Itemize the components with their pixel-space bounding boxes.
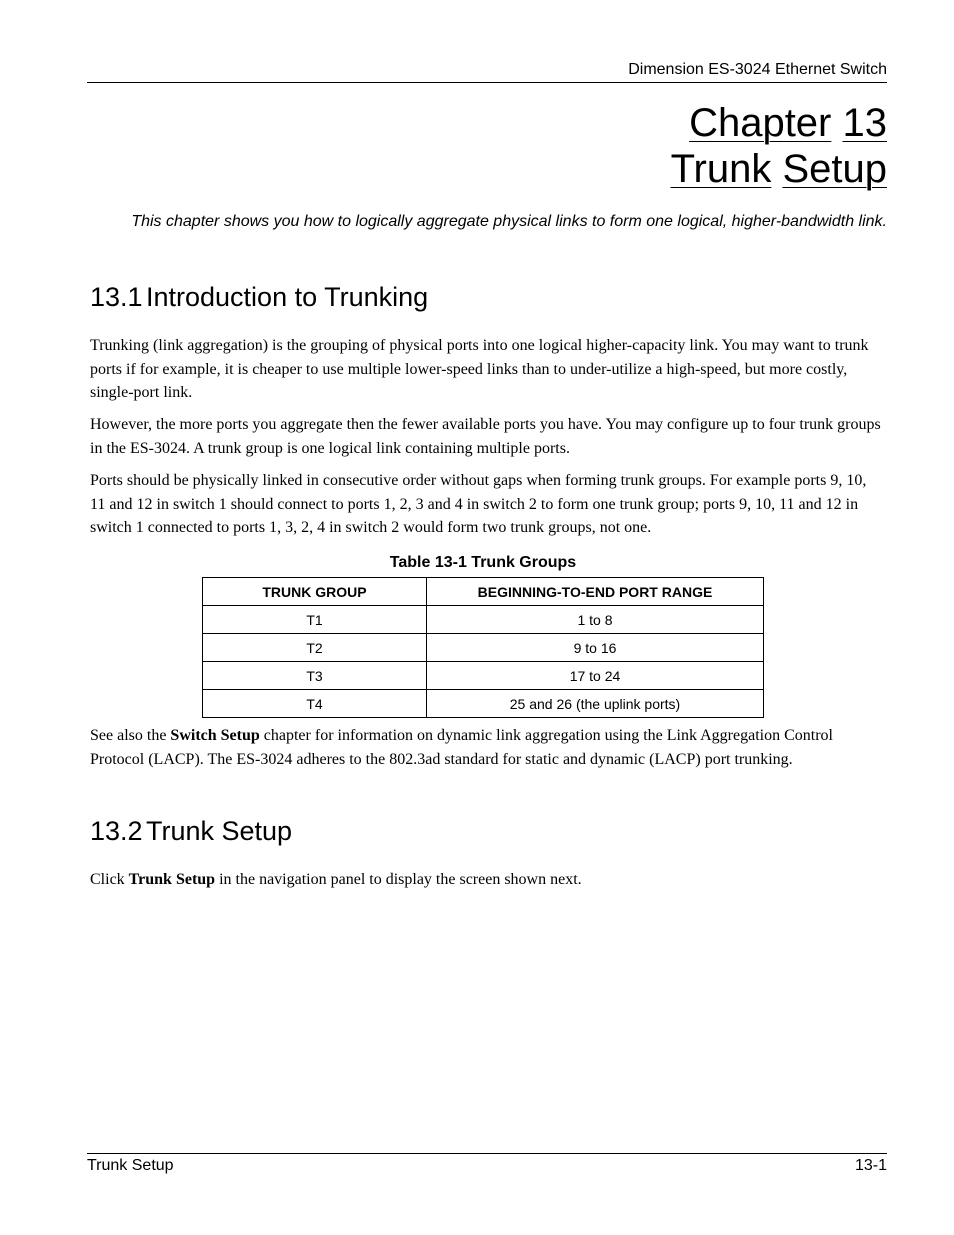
table-row xyxy=(203,662,764,690)
page-footer xyxy=(87,1153,887,1176)
table-row xyxy=(203,606,764,634)
paragraph-see-also: See also the Switch Setup chapter for information on dynamic link aggregation using the Link Aggregation Control Protocol (LACP). The ES-3024 adheres to the 802.3ad standard for static and dynamic (LACP) port trunking. xyxy=(90,727,833,768)
footer-chapter-title: Trunk Setup xyxy=(87,1157,174,1174)
paragraph-trunk-groups: However, the more ports you aggregate then the fewer available ports you have. You may configure up to four trunk groups in the ES-3024. A trunk group is one logical link containing multiple ports. xyxy=(90,416,881,457)
chapter-intro: This chapter shows you how to logically aggregate physical links to form one logical, higher-bandwidth link. xyxy=(131,213,887,230)
chapter-word: Chapter xyxy=(689,101,832,145)
table-row xyxy=(203,634,764,662)
section-heading-13-1 xyxy=(90,281,428,313)
chapter-number: 13 xyxy=(842,101,887,145)
section-number: 13.2 xyxy=(90,816,143,846)
section-number: 13.1 xyxy=(90,282,143,312)
chapter-title-block xyxy=(671,100,887,192)
table-cell: T4 xyxy=(203,690,427,718)
column-header: BEGINNING-TO-END PORT RANGE xyxy=(427,578,764,606)
table-cell: 17 to 24 xyxy=(427,662,764,690)
table-caption: Table 13-1 Trunk Groups xyxy=(389,554,577,571)
trunk-setup-reference: Trunk Setup xyxy=(128,871,216,888)
running-header xyxy=(87,60,887,83)
column-header: TRUNK GROUP xyxy=(203,578,427,606)
chapter-title-word2: Setup xyxy=(782,147,887,191)
table-header-row xyxy=(203,578,764,606)
section-heading-13-2 xyxy=(90,815,292,847)
table-cell: T3 xyxy=(203,662,427,690)
trunk-groups-table xyxy=(202,577,764,718)
chapter-title-line xyxy=(671,146,887,192)
paragraph-consecutive-ports: Ports should be physically linked in consecutive order without gaps when forming trunk groups. For example ports 9, 10, 11 and 12 in switch 1 should connect to ports 1, 2, 3 and 4 in switch 2 to form one trunk group; ports 9, 10, 11 and 12 in switch 1 connected to ports 1, 3, 2, 4 in switch 2 would form two trunk groups, not one. xyxy=(90,472,867,536)
table-cell: 1 to 8 xyxy=(427,606,764,634)
table-cell: T2 xyxy=(203,634,427,662)
table-row xyxy=(203,690,764,718)
switch-setup-reference: Switch Setup xyxy=(170,727,260,744)
section-title: Introduction to Trunking xyxy=(146,282,429,312)
footer-page-number: 13-1 xyxy=(854,1157,887,1174)
table-cell: T1 xyxy=(203,606,427,634)
section-title: Trunk Setup xyxy=(146,816,293,846)
running-header-title: Dimension ES-3024 Ethernet Switch xyxy=(628,61,887,78)
paragraph-trunking-definition: Trunking (link aggregation) is the grouping of physical ports into one logical higher-capacity link. You may want to trunk ports if for example, it is cheaper to use multiple lower-speed links than to under-utilize a high-speed, but more costly, single-port link. xyxy=(90,337,869,401)
paragraph-click-trunk-setup: Click Trunk Setup in the navigation panel to display the screen shown next. xyxy=(90,871,582,888)
table-cell: 25 and 26 (the uplink ports) xyxy=(427,690,764,718)
chapter-title-word1: Trunk xyxy=(670,147,772,191)
table-cell: 9 to 16 xyxy=(427,634,764,662)
chapter-number-line xyxy=(671,100,887,146)
